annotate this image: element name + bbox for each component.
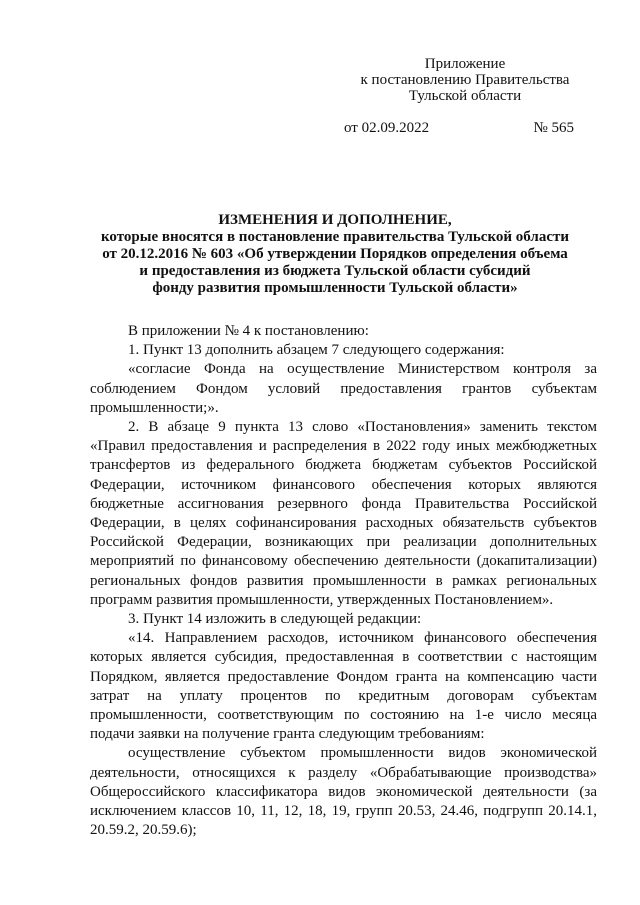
document-title bbox=[60, 212, 610, 297]
appendix-header bbox=[330, 56, 600, 104]
title-line: от 20.12.2016 № 603 «Об утверждении Порядков определения объема bbox=[102, 246, 568, 262]
decree-reference bbox=[344, 120, 574, 136]
paragraph: «14. Направлением расходов, источником финансового обеспечения которых является субсидия, предоставленная в соответствии с настоящим Порядком, является предоставление Фондом гранта на компенсацию части затрат на уплату процентов по кредитным договорам субъектам промышленности, соответствующим по состоянию на 1-е число месяца подачи заявки на получение гранта следующим требованиям: bbox=[90, 630, 597, 743]
title-line: которые вносятся в постановление правительства Тульской области bbox=[100, 229, 570, 245]
appendix-line: Тульской области bbox=[408, 88, 522, 104]
paragraph: 2. В абзаце 9 пункта 13 слово «Постановления» заменить текстом «Правил предоставления и распределения в 2022 году иных межбюджетных трансфертов из федерального бюджета бюджетам субъектов Российской Федерации, источником финансового обеспечения которых являются бюджетные ассигнования резервного фонда Правительства Российской Федерации, в целях софинансирования расходных обязательств субъектов Российской Федерации, возникающих при реализации дополнительных мероприятий по финансовому обеспечению деятельности (докапитализации) региональных фондов развития промышленности в рамках региональных программ развития промышленности, утвержденных Постановлением». bbox=[90, 419, 597, 608]
paragraph: 3. Пункт 14 изложить в следующей редакции: bbox=[128, 611, 422, 628]
decree-date: от 02.09.2022 bbox=[344, 120, 430, 136]
appendix-line: Приложение bbox=[424, 56, 506, 72]
appendix-line: к постановлению Правительства bbox=[360, 72, 570, 88]
paragraph: В приложении № 4 к постановлению: bbox=[128, 323, 369, 339]
title-line: ИЗМЕНЕНИЯ И ДОПОЛНЕНИЕ, bbox=[218, 212, 452, 228]
paragraph: «согласие Фонда на осуществление Министерством контроля за соблюдением Фондом условий предоставления грантов субъектам промышленности;». bbox=[90, 361, 597, 416]
title-line: и предоставления из бюджета Тульской области субсидий bbox=[139, 263, 531, 279]
decree-number: № 565 bbox=[533, 120, 574, 136]
document-body bbox=[90, 322, 597, 840]
paragraph: осуществление субъектом промышленности видов экономической деятельности, относящихся к разделу «Обрабатывающие производства» Общероссийского классификатора видов экономической деятельности (за исключением классов 10, 11, 12, 18, 19, групп 20.53, 24.46, подгрупп 20.14.1, 20.59.2, 20.59.6); bbox=[90, 745, 597, 839]
paragraph: 1. Пункт 13 дополнить абзацем 7 следующего содержания: bbox=[128, 342, 505, 359]
title-line: фонду развития промышленности Тульской области» bbox=[152, 280, 518, 296]
